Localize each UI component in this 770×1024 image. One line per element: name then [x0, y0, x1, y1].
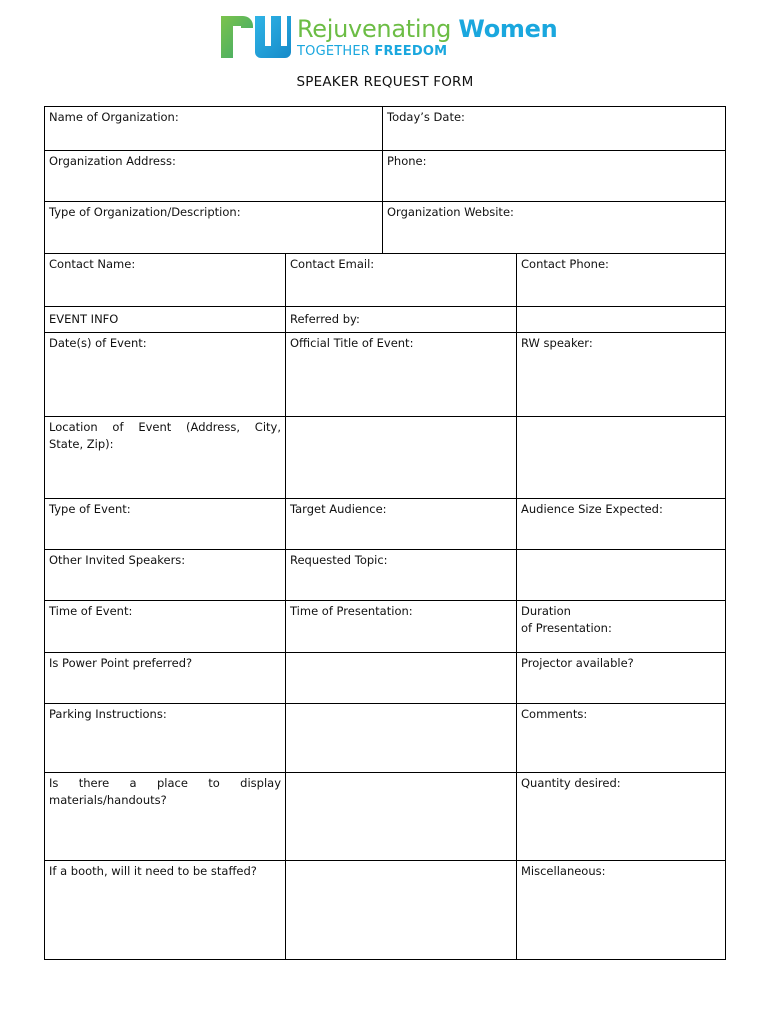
phone-label: Phone:: [387, 154, 427, 168]
duration-field[interactable]: [516, 600, 726, 653]
powerpoint-value[interactable]: [285, 652, 517, 704]
event-time-field[interactable]: [44, 600, 286, 653]
todays-date-field[interactable]: [382, 106, 726, 151]
booth-label: If a booth, will it need to be staffed?: [49, 864, 257, 878]
comments-label: Comments:: [521, 707, 588, 721]
event-info-label: EVENT INFO: [49, 312, 119, 326]
contact-email-field[interactable]: [285, 253, 517, 307]
referred-by-label: Referred by:: [290, 312, 360, 326]
org-name-label: Name of Organization:: [49, 110, 179, 124]
audience-size-field[interactable]: [516, 498, 726, 550]
misc-field[interactable]: [516, 860, 726, 960]
event-dates-field[interactable]: [44, 332, 286, 417]
display-materials-label-line2: materials/handouts?: [49, 793, 167, 807]
org-type-field[interactable]: [44, 201, 383, 254]
contact-name-field[interactable]: [44, 253, 286, 307]
requested-topic-field[interactable]: [285, 549, 517, 601]
event-location-field[interactable]: [44, 416, 286, 499]
presentation-time-label: Time of Presentation:: [290, 604, 413, 618]
contact-email-label: Contact Email:: [290, 257, 375, 271]
event-time-label: Time of Event:: [49, 604, 133, 618]
display-materials-field[interactable]: [44, 772, 286, 861]
event-title-label: Official Title of Event:: [290, 336, 414, 350]
comments-field[interactable]: [516, 703, 726, 773]
org-address-field[interactable]: [44, 150, 383, 202]
booth-field[interactable]: [44, 860, 286, 960]
referred-by-field[interactable]: [285, 306, 517, 333]
duration-label-line2: of Presentation:: [521, 621, 612, 635]
projector-label: Projector available?: [521, 656, 634, 670]
audience-size-label: Audience Size Expected:: [521, 502, 663, 516]
phone-field[interactable]: [382, 150, 726, 202]
parking-label: Parking Instructions:: [49, 707, 167, 721]
target-audience-label: Target Audience:: [290, 502, 387, 516]
target-audience-field[interactable]: [285, 498, 517, 550]
duration-label-line1: Duration: [521, 604, 571, 618]
contact-phone-label: Contact Phone:: [521, 257, 609, 271]
powerpoint-label: Is Power Point preferred?: [49, 656, 193, 670]
quantity-field[interactable]: [516, 772, 726, 861]
misc-label: Miscellaneous:: [521, 864, 606, 878]
event-type-field[interactable]: [44, 498, 286, 550]
event-type-label: Type of Event:: [49, 502, 131, 516]
form-title: SPEAKER REQUEST FORM: [296, 74, 474, 90]
todays-date-label: Today’s Date:: [387, 110, 465, 124]
contact-name-label: Contact Name:: [49, 257, 136, 271]
event-title-field[interactable]: [285, 332, 517, 417]
requested-topic-label: Requested Topic:: [290, 553, 388, 567]
referred-by-value[interactable]: [516, 306, 726, 333]
brand-name-part2: Women: [458, 15, 558, 43]
presentation-time-field[interactable]: [285, 600, 517, 653]
event-location-value-1[interactable]: [285, 416, 517, 499]
event-location-value-2[interactable]: [516, 416, 726, 499]
org-name-field[interactable]: [44, 106, 383, 151]
brand-name-part1: Rejuvenating: [297, 15, 452, 43]
booth-value[interactable]: [285, 860, 517, 960]
org-website-field[interactable]: [382, 201, 726, 254]
rw-speaker-field[interactable]: [516, 332, 726, 417]
tagline-part1: TOGETHER: [297, 44, 371, 59]
rw-speaker-label: RW speaker:: [521, 336, 593, 350]
powerpoint-field[interactable]: [44, 652, 286, 704]
display-materials-value[interactable]: [285, 772, 517, 861]
tagline-part2: FREEDOM: [374, 44, 448, 59]
other-speakers-field[interactable]: [44, 549, 286, 601]
event-dates-label: Date(s) of Event:: [49, 336, 147, 350]
display-materials-label-line1: Is there a place to display: [49, 776, 281, 790]
org-address-label: Organization Address:: [49, 154, 176, 168]
parking-value[interactable]: [285, 703, 517, 773]
org-type-label: Type of Organization/Description:: [49, 205, 241, 219]
projector-field[interactable]: [516, 652, 726, 704]
requested-topic-value[interactable]: [516, 549, 726, 601]
event-info-heading: [44, 306, 286, 333]
other-speakers-label: Other Invited Speakers:: [49, 553, 186, 567]
quantity-label: Quantity desired:: [521, 776, 621, 790]
org-website-label: Organization Website:: [387, 205, 514, 219]
event-location-label-line1: Location of Event (Address, City,: [49, 420, 281, 434]
contact-phone-field[interactable]: [516, 253, 726, 307]
parking-field[interactable]: [44, 703, 286, 773]
event-location-label-line2: State, Zip):: [49, 437, 114, 451]
